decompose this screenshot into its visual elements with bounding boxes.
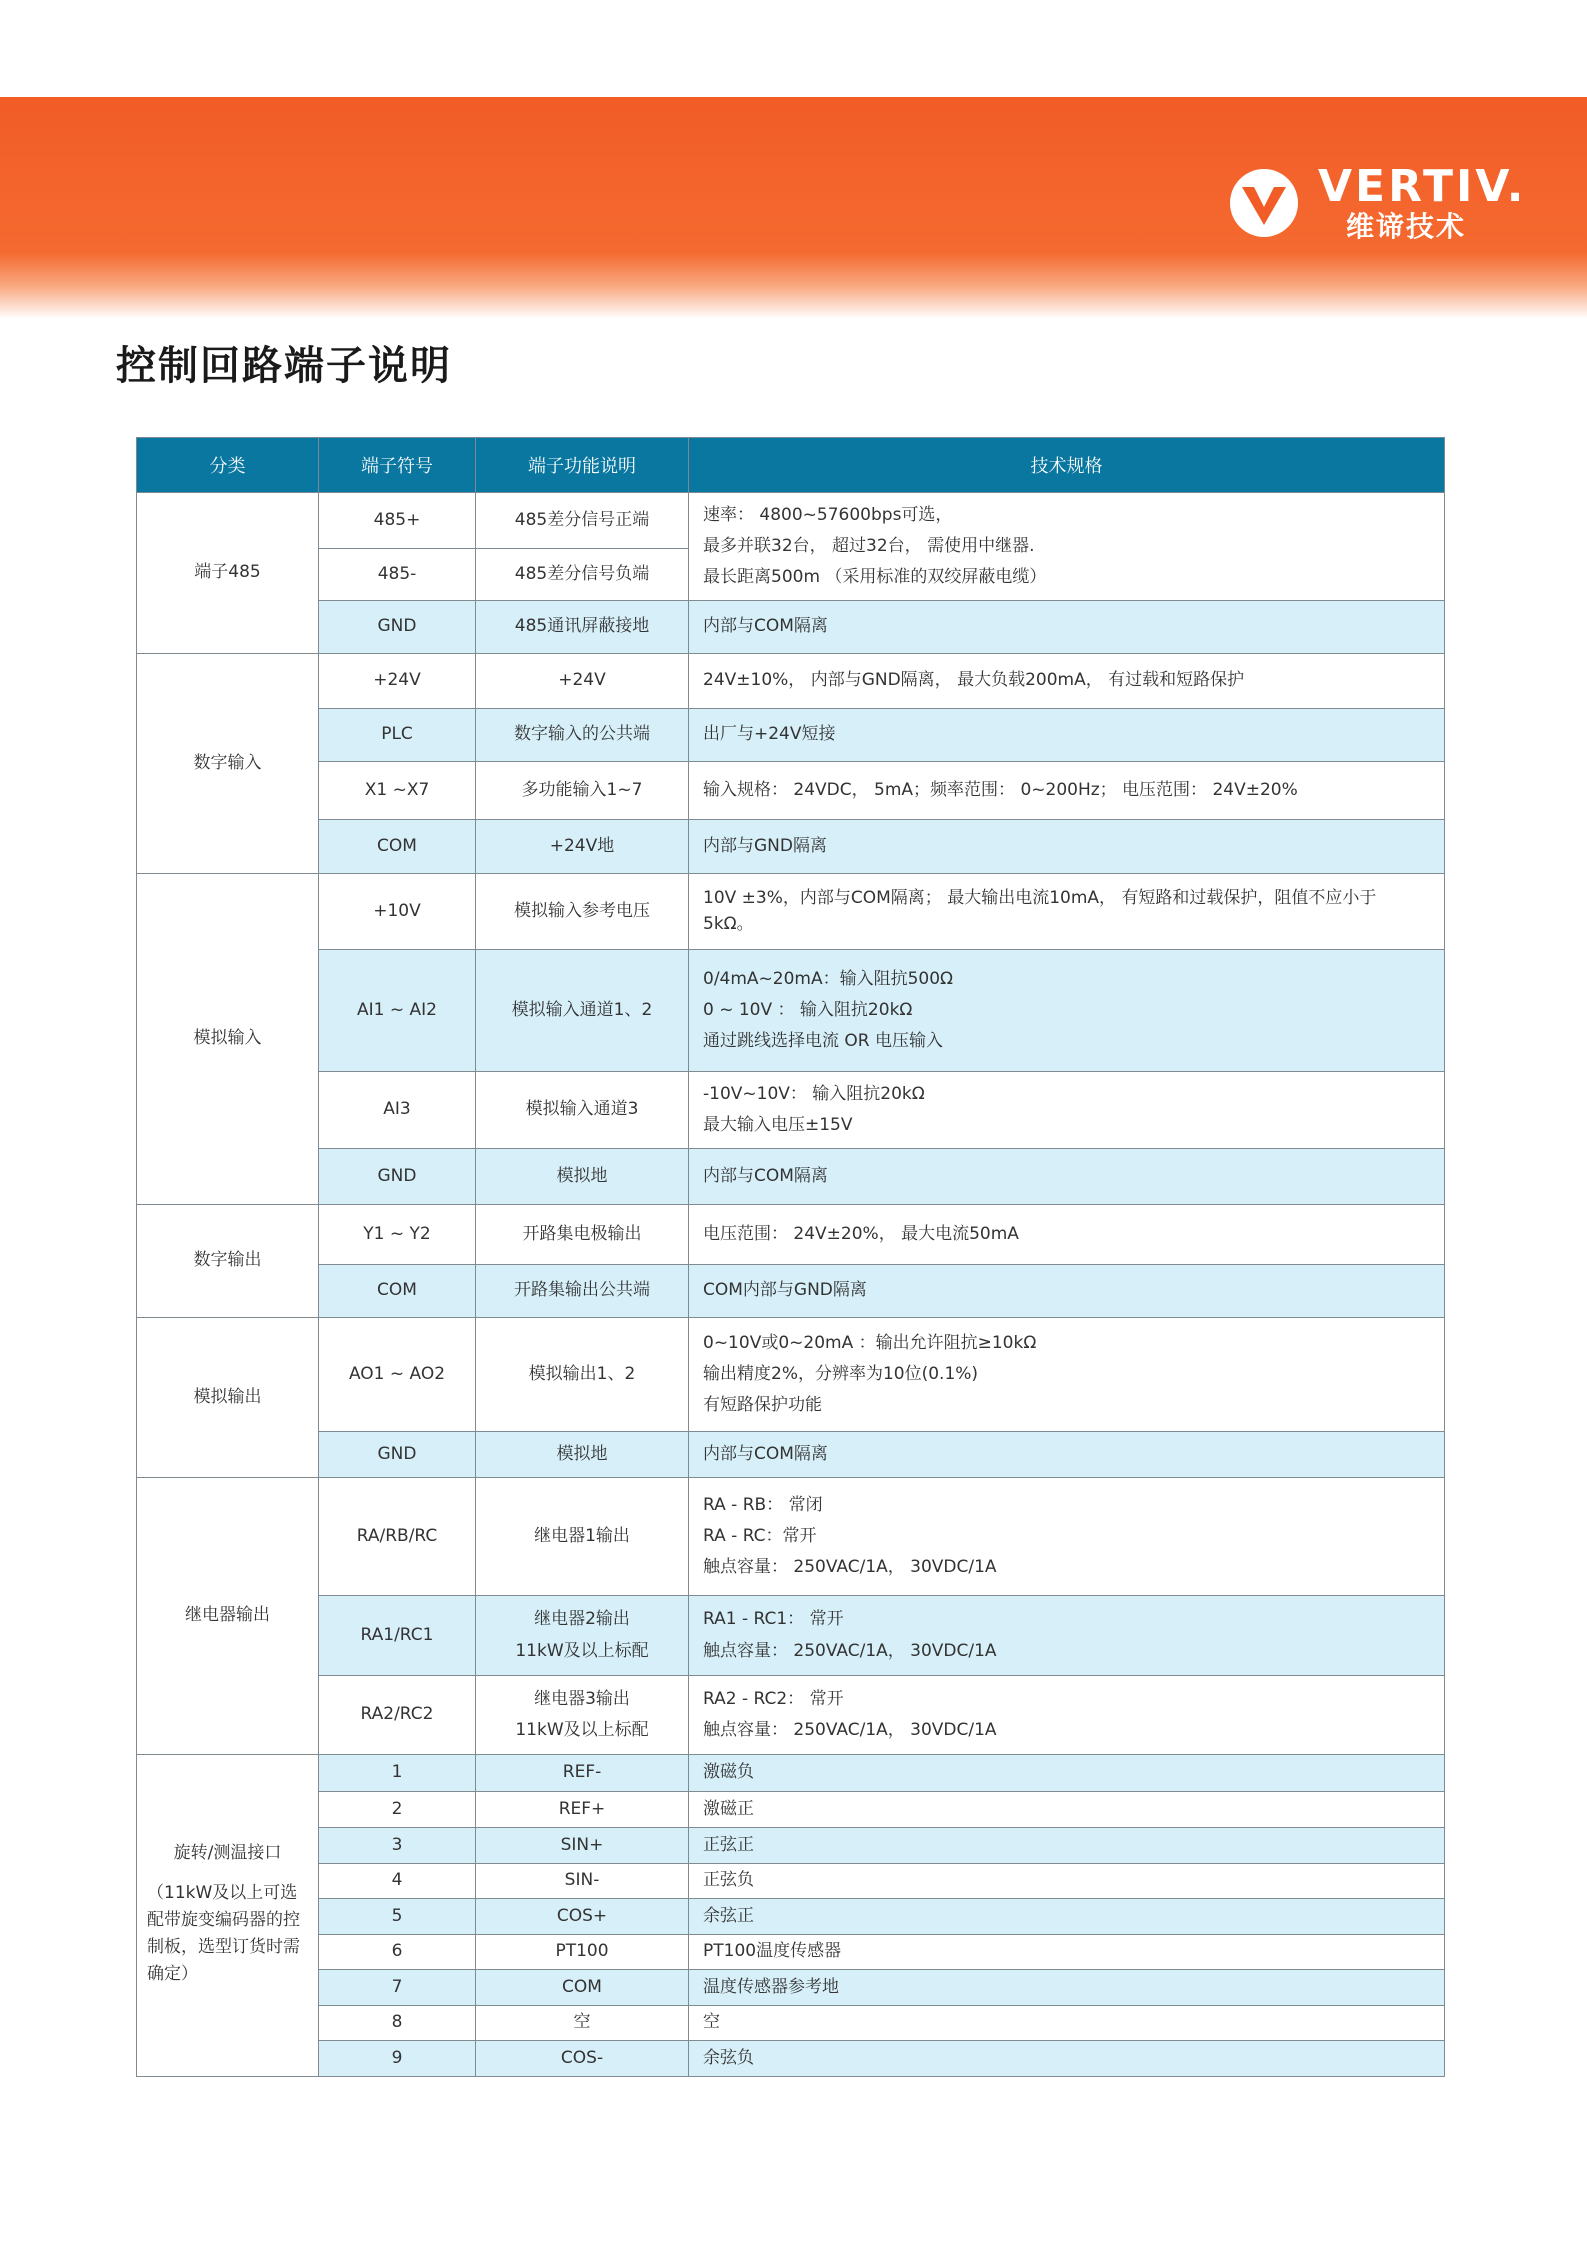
table-header-row	[137, 438, 1445, 493]
table-row	[137, 1792, 1445, 1828]
function-cell: 485通讯屏蔽接地	[476, 601, 689, 654]
spec-line: 有短路保护功能	[703, 1395, 822, 1416]
spec-line: 输出精度2%，分辨率为10位(0.1%)	[703, 1363, 979, 1384]
terminal-cell: RA/RB/RC	[319, 1478, 476, 1596]
spec-cell	[689, 1596, 1445, 1676]
spec-cell: 出厂与+24V短接	[689, 709, 1445, 762]
table-row	[137, 1935, 1445, 1970]
spec-cell: 正弦正	[689, 1828, 1445, 1864]
terminal-cell: GND	[319, 601, 476, 654]
table-row	[137, 820, 1445, 874]
spec-cell: 内部与COM隔离	[689, 601, 1445, 654]
function-cell: 模拟输出1、2	[476, 1318, 689, 1432]
spec-line: RA2 - RC2： 常开	[703, 1688, 844, 1709]
function-cell: 模拟输入通道1、2	[476, 950, 689, 1072]
header-spec: 技术规格	[689, 438, 1445, 493]
terminal-cell: 2	[319, 1792, 476, 1828]
terminal-cell: 9	[319, 2041, 476, 2077]
terminal-cell: Y1 ~ Y2	[319, 1205, 476, 1265]
function-cell: 继电器1输出	[476, 1478, 689, 1596]
spec-line: RA1 - RC1： 常开	[703, 1609, 844, 1630]
vertiv-logo	[1228, 161, 1528, 245]
table-row	[137, 1149, 1445, 1205]
table-row	[137, 2041, 1445, 2077]
spec-cell: 空	[689, 2006, 1445, 2041]
spec-line: -10V~10V： 输入阻抗20kΩ	[703, 1083, 925, 1104]
terminal-cell: COM	[319, 1265, 476, 1318]
table-row	[137, 1970, 1445, 2006]
spec-line: 5kΩ。	[703, 914, 754, 934]
terminal-spec-table	[136, 437, 1445, 2077]
function-cell: 模拟输入通道3	[476, 1072, 689, 1149]
table-row	[137, 1318, 1445, 1432]
page-title: 控制回路端子说明	[116, 343, 452, 389]
table-row	[137, 1265, 1445, 1318]
spec-line: 0~10V或0~20mA ：输出允许阻抗≥10kΩ	[703, 1332, 1037, 1353]
function-cell: 空	[476, 2006, 689, 2041]
function-cell: 开路集电极输出	[476, 1205, 689, 1265]
spec-cell	[689, 950, 1445, 1072]
terminal-cell: COM	[319, 820, 476, 874]
spec-line: 触点容量： 250VAC/1A， 30VDC/1A	[703, 1557, 997, 1578]
function-cell: SIN+	[476, 1828, 689, 1864]
function-cell: 485差分信号负端	[476, 549, 689, 601]
spec-cell	[689, 1072, 1445, 1149]
function-cell: PT100	[476, 1935, 689, 1970]
spec-cell: 正弦负	[689, 1864, 1445, 1899]
terminal-cell: 6	[319, 1935, 476, 1970]
spec-line: 0 ~ 10V ： 输入阻抗20kΩ	[703, 999, 913, 1020]
table-row	[137, 1899, 1445, 1935]
table-row	[137, 1072, 1445, 1149]
header-function: 端子功能说明	[476, 438, 689, 493]
spec-line: 0/4mA~20mA：输入阻抗500Ω	[703, 968, 954, 989]
table-row	[137, 1676, 1445, 1755]
table-row	[137, 1828, 1445, 1864]
spec-cell: 余弦正	[689, 1899, 1445, 1935]
category-resolver-note: （11kW及以上可选配带旋变编码器的控制板，选型订货时需确定）	[147, 1882, 300, 1985]
terminal-cell: GND	[319, 1432, 476, 1478]
spec-line: 最大输入电压±15V	[703, 1115, 853, 1135]
brand-subtitle: 维谛技术	[1346, 210, 1467, 243]
spec-cell	[689, 1478, 1445, 1596]
spec-line: 最多并联32台， 超过32台， 需使用中继器.	[703, 535, 1035, 556]
function-cell: +24V	[476, 654, 689, 709]
terminal-cell: +10V	[319, 874, 476, 950]
table-row	[137, 1755, 1445, 1792]
function-line: 继电器3输出	[534, 1688, 630, 1709]
terminal-cell: GND	[319, 1149, 476, 1205]
spec-cell: 内部与GND隔离	[689, 820, 1445, 874]
category-resolver	[137, 1755, 319, 2077]
spec-cell: 电压范围： 24V±20%， 最大电流50mA	[689, 1205, 1445, 1265]
table-row	[137, 1205, 1445, 1265]
header-terminal: 端子符号	[319, 438, 476, 493]
spec-cell: 24V±10%， 内部与GND隔离， 最大负载200mA， 有过载和短路保护	[689, 654, 1445, 709]
header-category: 分类	[137, 438, 319, 493]
spec-cell: COM内部与GND隔离	[689, 1265, 1445, 1318]
terminal-cell: 485+	[319, 493, 476, 549]
spec-cell	[689, 493, 1445, 601]
terminal-cell: 3	[319, 1828, 476, 1864]
spec-cell: 内部与COM隔离	[689, 1432, 1445, 1478]
terminal-cell: +24V	[319, 654, 476, 709]
table-row	[137, 950, 1445, 1072]
terminal-cell: X1 ~X7	[319, 762, 476, 820]
category-analog-output: 模拟输出	[137, 1318, 319, 1478]
function-line: 11kW及以上标配	[515, 1720, 649, 1740]
terminal-cell: RA2/RC2	[319, 1676, 476, 1755]
spec-cell: 余弦负	[689, 2041, 1445, 2077]
spec-line: RA - RC：常开	[703, 1525, 817, 1546]
category-digital-input: 数字输入	[137, 654, 319, 874]
spec-line: 通过跳线选择电流 OR 电压输入	[703, 1031, 943, 1052]
function-cell: 多功能输入1~7	[476, 762, 689, 820]
table-row	[137, 1596, 1445, 1676]
function-cell: COS+	[476, 1899, 689, 1935]
category-relay-output: 继电器输出	[137, 1478, 319, 1755]
spec-cell: 温度传感器参考地	[689, 1970, 1445, 2006]
table-row	[137, 1478, 1445, 1596]
category-analog-input: 模拟输入	[137, 874, 319, 1205]
function-cell: REF+	[476, 1792, 689, 1828]
spec-cell: 输入规格： 24VDC， 5mA；频率范围： 0~200Hz； 电压范围： 24V±20%	[689, 762, 1445, 820]
terminal-cell: RA1/RC1	[319, 1596, 476, 1676]
function-cell: 模拟地	[476, 1432, 689, 1478]
table-row	[137, 654, 1445, 709]
table-row	[137, 709, 1445, 762]
spec-cell	[689, 1318, 1445, 1432]
terminal-cell: 1	[319, 1755, 476, 1792]
table-row	[137, 762, 1445, 820]
function-cell: COS-	[476, 2041, 689, 2077]
function-cell: 485差分信号正端	[476, 493, 689, 549]
brand-name: VERTIV.	[1318, 161, 1527, 212]
spec-line: RA - RB： 常闭	[703, 1494, 823, 1515]
table-row	[137, 1432, 1445, 1478]
spec-cell: 内部与COM隔离	[689, 1149, 1445, 1205]
spec-line: 10V ±3%，内部与COM隔离； 最大输出电流10mA， 有短路和过载保护，阻值不应小于	[703, 887, 1377, 908]
terminal-cell: 7	[319, 1970, 476, 2006]
spec-cell: PT100温度传感器	[689, 1935, 1445, 1970]
table-row	[137, 493, 1445, 549]
table-row	[137, 2006, 1445, 2041]
vertiv-logo-icon	[1228, 167, 1300, 239]
function-cell	[476, 1596, 689, 1676]
spec-cell: 激磁负	[689, 1755, 1445, 1792]
category-resolver-title: 旋转/测温接口	[173, 1842, 282, 1863]
terminal-cell: 4	[319, 1864, 476, 1899]
function-line: 继电器2输出	[534, 1609, 630, 1630]
function-cell: REF-	[476, 1755, 689, 1792]
spec-cell	[689, 874, 1445, 950]
terminal-cell: 8	[319, 2006, 476, 2041]
terminal-cell: 5	[319, 1899, 476, 1935]
function-line: 11kW及以上标配	[515, 1640, 649, 1661]
category-485: 端子485	[137, 493, 319, 654]
function-cell: 模拟输入参考电压	[476, 874, 689, 950]
function-cell: 模拟地	[476, 1149, 689, 1205]
spec-line: 触点容量： 250VAC/1A， 30VDC/1A	[703, 1720, 997, 1740]
spec-line: 触点容量： 250VAC/1A， 30VDC/1A	[703, 1640, 997, 1661]
category-digital-output: 数字输出	[137, 1205, 319, 1318]
function-cell: SIN-	[476, 1864, 689, 1899]
table-row	[137, 1864, 1445, 1899]
function-cell	[476, 1676, 689, 1755]
terminal-cell: AO1 ~ AO2	[319, 1318, 476, 1432]
terminal-cell: 485-	[319, 549, 476, 601]
spec-cell: 激磁正	[689, 1792, 1445, 1828]
table-row	[137, 601, 1445, 654]
terminal-cell: AI3	[319, 1072, 476, 1149]
function-cell: COM	[476, 1970, 689, 2006]
function-cell: 数字输入的公共端	[476, 709, 689, 762]
spec-line: 速率： 4800~57600bps可选，	[703, 504, 953, 525]
function-cell: 开路集输出公共端	[476, 1265, 689, 1318]
spec-line: 最长距离500m （采用标准的双绞屏蔽电缆）	[703, 567, 1047, 588]
spec-cell	[689, 1676, 1445, 1755]
terminal-cell: AI1 ~ AI2	[319, 950, 476, 1072]
function-cell: +24V地	[476, 820, 689, 874]
table-row	[137, 874, 1445, 950]
terminal-cell: PLC	[319, 709, 476, 762]
